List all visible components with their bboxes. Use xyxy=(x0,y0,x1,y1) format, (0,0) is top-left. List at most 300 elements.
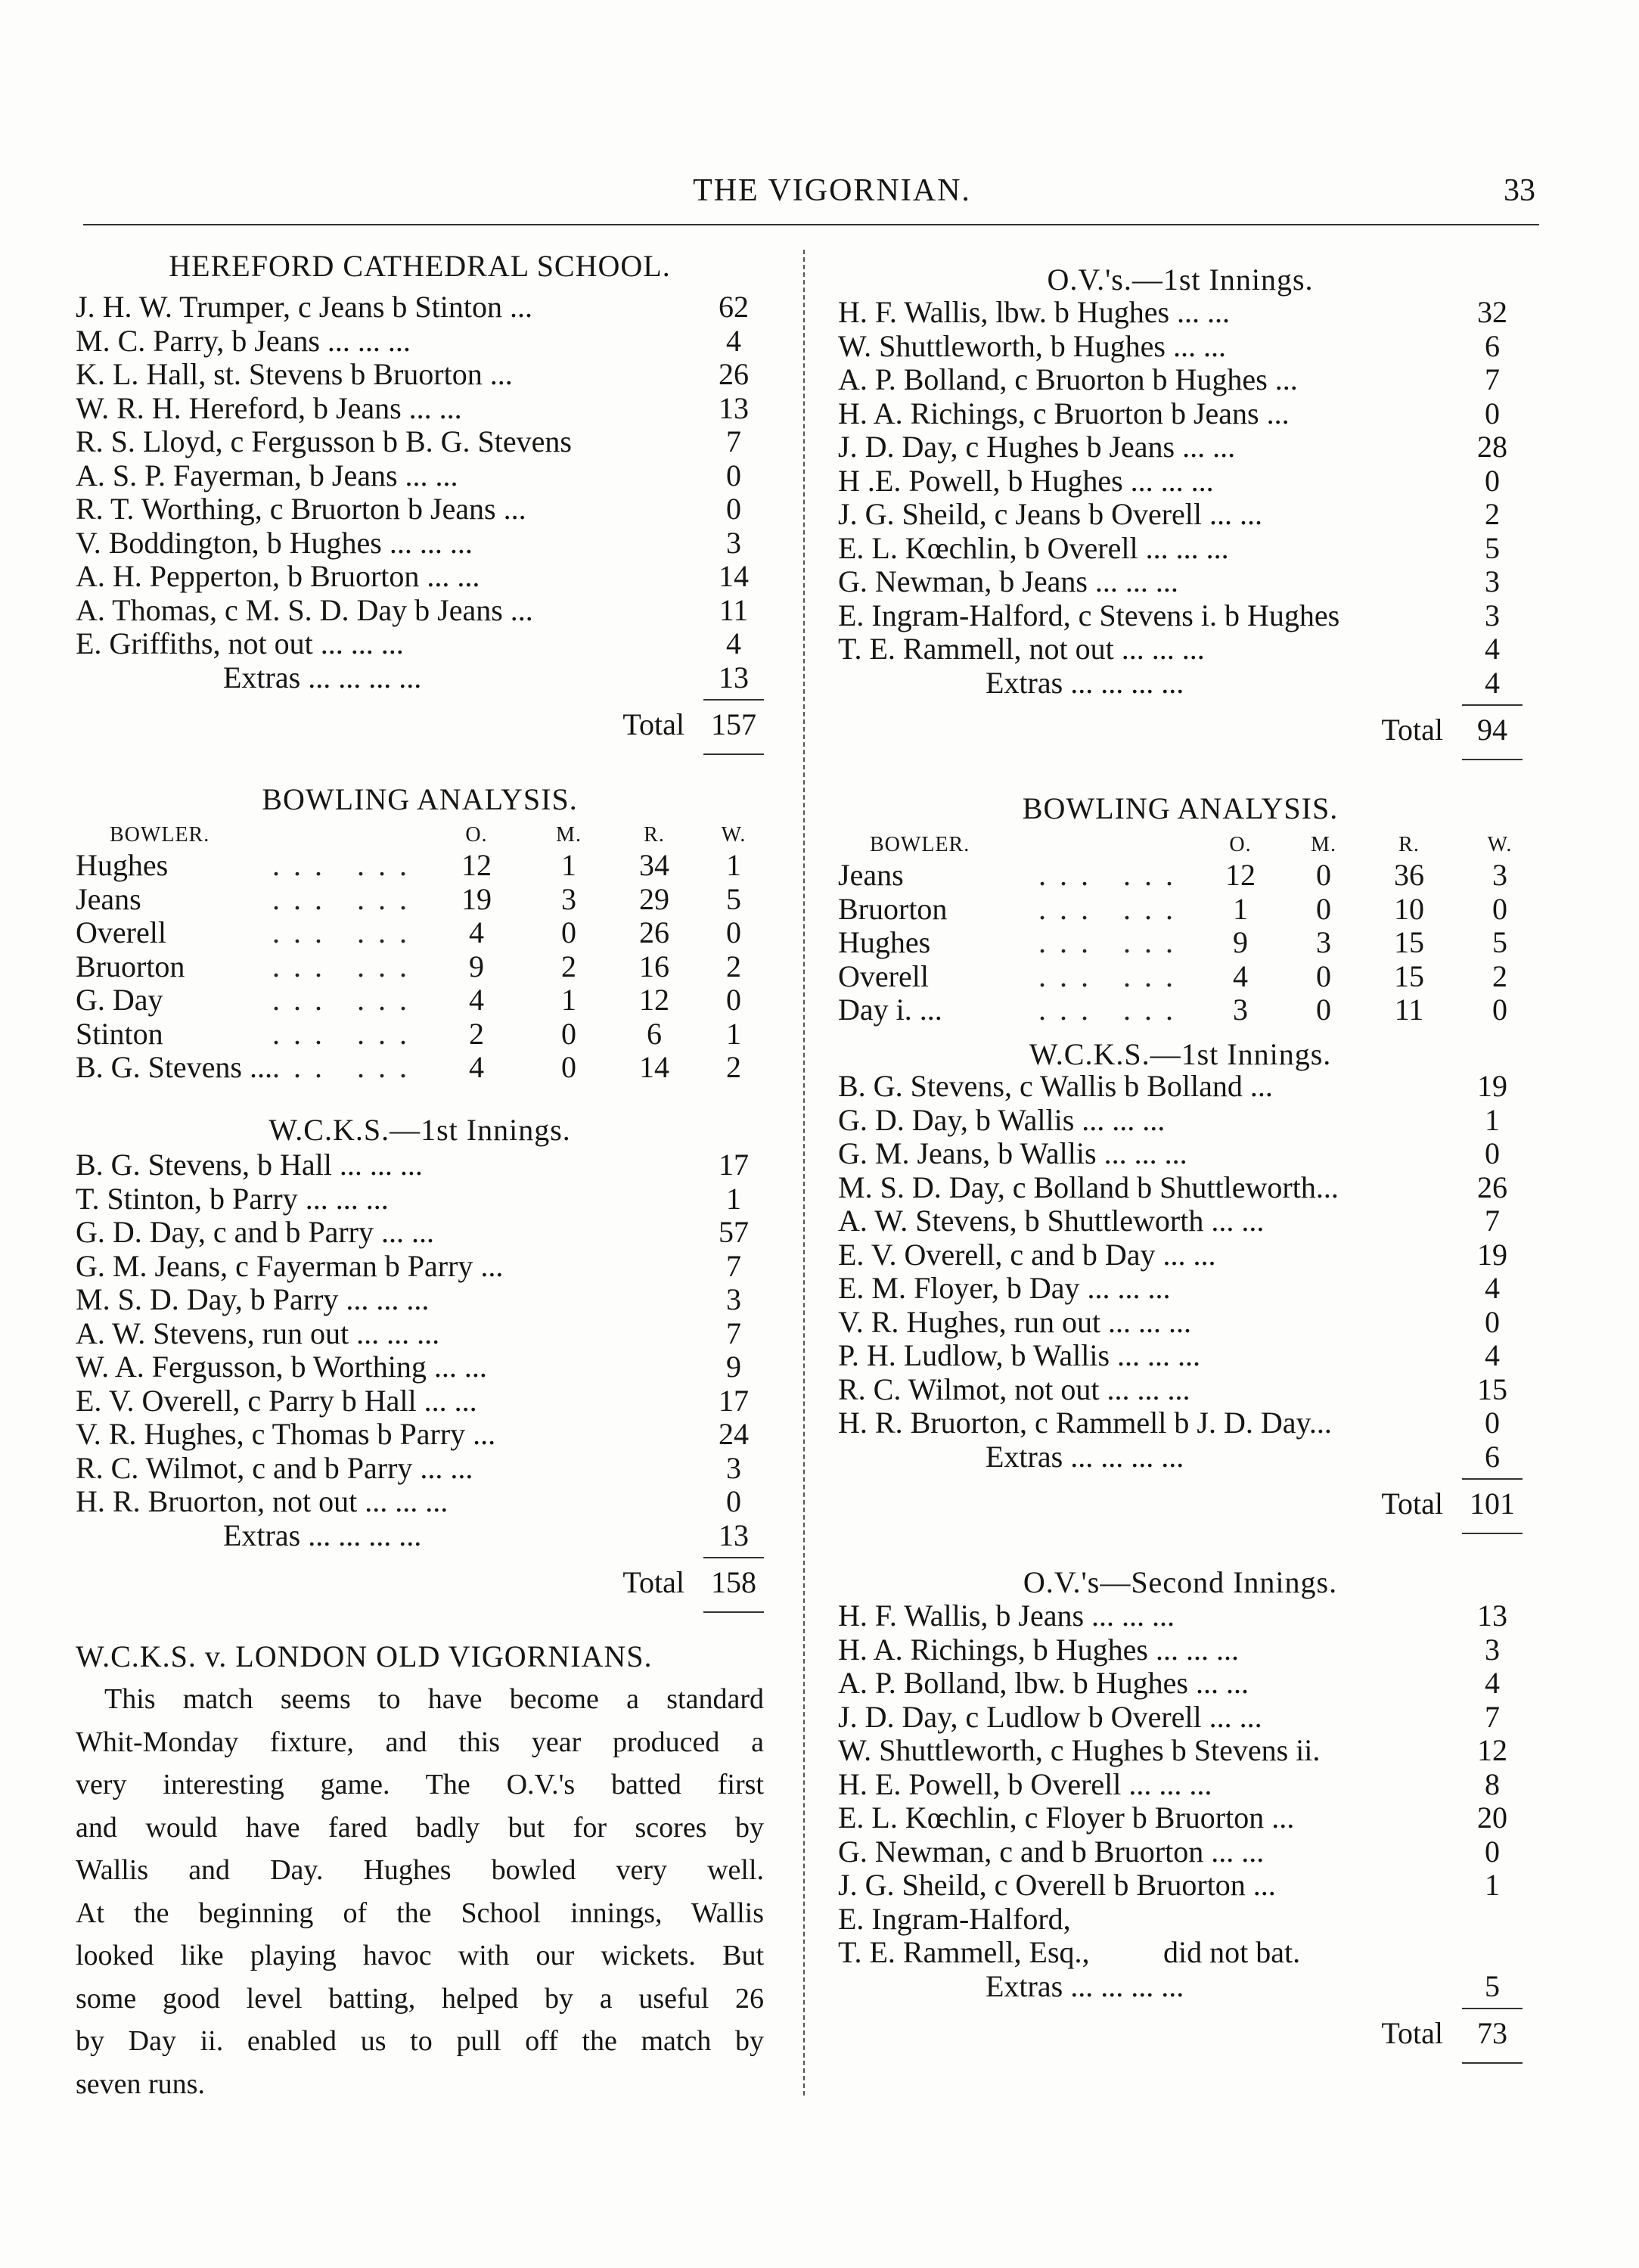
col-wickets: W. xyxy=(721,823,747,847)
runs-value: 3 xyxy=(726,525,741,560)
extras-label: Extras ... ... ... ... xyxy=(986,665,1184,700)
batting-row xyxy=(838,1171,1523,1204)
running-title: THE VIGORNIAN. xyxy=(693,173,971,208)
batsman-entry: M. S. D. Day, c Bolland b Shuttleworth... xyxy=(838,1170,1339,1204)
sum-rule xyxy=(1462,1478,1523,1480)
batsman-entry: T. E. Rammell, Esq., xyxy=(838,1935,1090,1969)
batting-row xyxy=(76,1384,764,1418)
batsman-entry: A. W. Stevens, run out ... ... ... xyxy=(76,1316,440,1350)
batsman-entry: G. D. Day, c and b Parry ... ... xyxy=(76,1215,434,1249)
batsman-entry: R. C. Wilmot, c and b Parry ... ... xyxy=(76,1450,473,1485)
batting-row xyxy=(838,1137,1523,1170)
bowler-name: Hughes xyxy=(838,925,931,959)
bowling-left-header-row xyxy=(76,822,764,848)
header-rule xyxy=(83,224,1539,225)
col-runs: R. xyxy=(1398,833,1420,856)
batting-row xyxy=(76,459,764,492)
bowling-row xyxy=(76,950,764,983)
hereford-heading: HEREFORD CATHEDRAL SCHOOL. xyxy=(169,249,671,283)
overs-value: 1 xyxy=(1233,891,1248,926)
maidens-value: 2 xyxy=(561,949,576,983)
batting-row xyxy=(838,1667,1523,1700)
extras-label: Extras ... ... ... ... xyxy=(986,1968,1184,2003)
total-label: Total xyxy=(622,707,684,741)
batting-row xyxy=(838,1869,1523,1902)
runs-value: 0 xyxy=(726,1484,741,1518)
runs-value: 9 xyxy=(726,1350,741,1384)
batting-row xyxy=(76,560,764,593)
total-value: 157 xyxy=(711,707,756,741)
batsman-entry: E. Ingram-Halford, xyxy=(838,1901,1071,1936)
wickets-value: 5 xyxy=(1492,925,1507,959)
wickets-value: 3 xyxy=(1492,858,1507,892)
runs-value: 7 xyxy=(1485,362,1500,396)
runs-value: 7 xyxy=(726,1248,741,1283)
bowling-row xyxy=(838,960,1523,993)
maidens-value: 3 xyxy=(561,881,576,916)
leader-dots: ... ... xyxy=(272,881,421,916)
bowler-name: Jeans xyxy=(838,858,904,892)
batting-row xyxy=(76,290,764,324)
batsman-entry: V. R. Hughes, c Thomas b Parry ... xyxy=(76,1417,496,1451)
batsman-entry: H. R. Bruorton, not out ... ... ... xyxy=(76,1484,449,1518)
batting-row xyxy=(838,532,1523,565)
extras-value: 6 xyxy=(1485,1439,1500,1474)
runs-value: 3 xyxy=(1485,1632,1500,1667)
extras-label: Extras ... ... ... ... xyxy=(223,1518,422,1552)
batsman-entry: T. Stinton, b Parry ... ... ... xyxy=(76,1181,389,1216)
batting-row xyxy=(838,632,1523,666)
runs-value: 26 xyxy=(719,357,749,391)
runs-value: 1 xyxy=(726,1181,741,1216)
page-number: 33 xyxy=(1504,173,1535,208)
batting-row xyxy=(838,1406,1523,1440)
batsman-entry: G. Newman, c and b Bruorton ... ... xyxy=(838,1834,1265,1869)
batsman-entry: W. Shuttleworth, c Hughes b Stevens ii. xyxy=(838,1733,1321,1767)
batting-row xyxy=(76,1283,764,1316)
batsman-entry: H. A. Richings, b Hughes ... ... ... xyxy=(838,1632,1239,1667)
bowling-row xyxy=(838,859,1523,892)
batting-row xyxy=(76,1216,764,1249)
runs-value: 17 xyxy=(719,1148,749,1182)
batting-row xyxy=(76,1148,764,1182)
runs-value: 7 xyxy=(1485,1204,1500,1238)
runs-value: 0 xyxy=(1485,396,1500,430)
total-row xyxy=(522,1564,764,1601)
batting-row xyxy=(838,1204,1523,1238)
overs-value: 4 xyxy=(1233,958,1248,993)
bowling-row xyxy=(838,893,1523,926)
batting-row xyxy=(838,1768,1523,1801)
overs-value: 4 xyxy=(469,983,484,1017)
batsman-entry: K. L. Hall, st. Stevens b Bruorton ... xyxy=(76,357,513,391)
sum-rule xyxy=(703,1557,764,1558)
overs-value: 12 xyxy=(1225,858,1256,892)
total-value: 73 xyxy=(1477,2016,1507,2050)
runs-value: 7 xyxy=(726,424,741,458)
batting-row xyxy=(76,492,764,526)
bowling-row xyxy=(76,1017,764,1051)
batsman-entry: H. E. Powell, b Overell ... ... ... xyxy=(838,1766,1212,1801)
runs-value: 0 xyxy=(1485,463,1500,498)
did-not-bat-note: did not bat. xyxy=(1163,1935,1301,1969)
runs-value: 12 xyxy=(1477,1733,1507,1767)
report-line: some good level batting, helped by a useful 26 xyxy=(76,1982,764,2015)
runs-value: 7 xyxy=(726,1316,741,1350)
runs-value: 0 xyxy=(1485,1834,1500,1869)
extras-row xyxy=(838,1970,1523,2003)
runs-value: 19 xyxy=(1477,1069,1507,1103)
maidens-value: 0 xyxy=(561,1016,576,1051)
overs-value: 3 xyxy=(1233,993,1248,1027)
col-maidens: M. xyxy=(556,823,582,847)
bowler-name: G. Day xyxy=(76,983,163,1017)
batsman-entry: W. Shuttleworth, b Hughes ... ... xyxy=(838,328,1226,363)
runs-value: 17 xyxy=(719,1383,749,1418)
did-not-bat-row xyxy=(838,1903,1523,1936)
maidens-value: 0 xyxy=(561,915,576,949)
wcks2-heading: W.C.K.S.—1st Innings. xyxy=(1029,1037,1332,1071)
batting-row xyxy=(838,1070,1523,1103)
sum-rule xyxy=(1462,2008,1523,2009)
runs-value: 57 xyxy=(719,1215,749,1249)
report-line: seven runs. xyxy=(76,2068,205,2100)
bowling-row xyxy=(838,926,1523,959)
batsman-entry: J. D. Day, c Hughes b Jeans ... ... xyxy=(838,430,1236,464)
leader-dots: ... ... xyxy=(1038,858,1187,892)
runs-value: 28 xyxy=(1477,430,1507,464)
runs-value: 62 xyxy=(719,290,749,324)
batting-row xyxy=(76,1452,764,1485)
runs-value: 4 xyxy=(1485,1338,1500,1372)
runs-value: 5 xyxy=(1485,530,1500,565)
runs-value: 32 xyxy=(1477,295,1507,329)
bowling-left-heading: BOWLING ANALYSIS. xyxy=(262,782,578,816)
sum-rule xyxy=(703,1611,764,1613)
bowling-row xyxy=(76,916,764,949)
sum-rule xyxy=(1462,2062,1523,2064)
report-line: Wallis and Day. Hughes bowled very well. xyxy=(76,1854,764,1886)
batsman-entry: P. H. Ludlow, b Wallis ... ... ... xyxy=(838,1338,1201,1372)
runs-value: 7 xyxy=(1485,1699,1500,1734)
sum-rule xyxy=(703,699,764,701)
runs-value: 0 xyxy=(726,492,741,526)
runs-value: 26 xyxy=(1477,1170,1507,1204)
batting-row xyxy=(838,1306,1523,1339)
runs-value: 19 xyxy=(1477,1237,1507,1272)
total-row xyxy=(1280,1486,1523,1522)
leader-dots: ... ... xyxy=(272,983,421,1017)
batting-row xyxy=(838,1599,1523,1633)
maidens-value: 0 xyxy=(1316,993,1331,1027)
bowler-name: Stinton xyxy=(76,1016,163,1051)
bowler-name: Overell xyxy=(76,915,166,949)
runs-conceded-value: 11 xyxy=(1394,993,1424,1027)
leader-dots: ... ... xyxy=(1038,891,1187,926)
batting-row xyxy=(76,1182,764,1216)
batsman-entry: A. P. Bolland, lbw. b Hughes ... ... xyxy=(838,1666,1249,1700)
overs-value: 2 xyxy=(469,1016,484,1051)
runs-value: 0 xyxy=(726,458,741,492)
overs-value: 19 xyxy=(461,881,492,916)
bowler-name: Bruorton xyxy=(76,949,185,983)
batting-row xyxy=(838,1801,1523,1835)
runs-conceded-value: 16 xyxy=(639,949,669,983)
wickets-value: 2 xyxy=(1492,958,1507,993)
runs-value: 24 xyxy=(719,1417,749,1451)
wickets-value: 0 xyxy=(1492,891,1507,926)
batting-row xyxy=(838,397,1523,430)
batsman-entry: H. F. Wallis, b Jeans ... ... ... xyxy=(838,1598,1175,1633)
bowling-row xyxy=(76,883,764,916)
batting-row xyxy=(838,1238,1523,1272)
runs-value: 0 xyxy=(1485,1136,1500,1170)
ov2-heading: O.V.'s—Second Innings. xyxy=(1023,1565,1338,1599)
batsman-entry: H. A. Richings, c Bruorton b Jeans ... xyxy=(838,396,1290,430)
runs-value: 13 xyxy=(719,390,749,425)
batsman-entry: G. M. Jeans, c Fayerman b Parry ... xyxy=(76,1248,504,1283)
total-value: 101 xyxy=(1470,1487,1515,1521)
overs-value: 9 xyxy=(1233,925,1248,959)
bowler-name: Overell xyxy=(838,958,929,993)
batting-row xyxy=(76,1418,764,1451)
col-bowler: BOWLER. xyxy=(110,823,210,847)
extras-row xyxy=(76,661,764,694)
batsman-entry: R. C. Wilmot, not out ... ... ... xyxy=(838,1372,1190,1406)
batsman-entry: E. V. Overell, c and b Day ... ... xyxy=(838,1237,1216,1272)
wickets-value: 0 xyxy=(726,983,741,1017)
batting-row xyxy=(76,1350,764,1384)
bowling-row xyxy=(838,993,1523,1027)
batting-row xyxy=(838,330,1523,363)
col-bowler: BOWLER. xyxy=(870,833,970,856)
wickets-value: 0 xyxy=(726,915,741,949)
bowler-name: B. G. Stevens ... xyxy=(76,1050,272,1084)
batsman-entry: H. R. Bruorton, c Rammell b J. D. Day... xyxy=(838,1406,1332,1440)
maidens-value: 0 xyxy=(1316,958,1331,993)
batsman-entry: E. M. Floyer, b Day ... ... ... xyxy=(838,1271,1171,1305)
batting-row xyxy=(838,599,1523,632)
batsman-entry: J. D. Day, c Ludlow b Overell ... ... xyxy=(838,1699,1262,1734)
total-value: 158 xyxy=(711,1565,756,1599)
batsman-entry: A. Thomas, c M. S. D. Day b Jeans ... xyxy=(76,592,533,627)
runs-value: 3 xyxy=(1485,598,1500,632)
batting-row xyxy=(838,296,1523,329)
batting-row xyxy=(76,425,764,458)
leader-dots: ... ... xyxy=(272,1050,421,1084)
runs-value: 11 xyxy=(719,592,749,627)
leader-dots: ... ... xyxy=(272,848,421,882)
overs-value: 12 xyxy=(461,848,492,882)
column-divider xyxy=(803,250,805,2096)
extras-value: 4 xyxy=(1485,665,1500,700)
batsman-entry: J. G. Sheild, c Overell b Bruorton ... xyxy=(838,1868,1276,1902)
sum-rule xyxy=(1462,759,1523,760)
extras-row xyxy=(76,1519,764,1552)
extras-label: Extras ... ... ... ... xyxy=(223,660,422,694)
batting-row xyxy=(838,1835,1523,1869)
bowler-name: Jeans xyxy=(76,881,141,916)
batsman-entry: M. C. Parry, b Jeans ... ... ... xyxy=(76,323,411,358)
wickets-value: 1 xyxy=(726,1016,741,1051)
batting-row xyxy=(838,1272,1523,1305)
runs-conceded-value: 34 xyxy=(639,848,669,882)
batsman-entry: J. G. Sheild, c Jeans b Overell ... ... xyxy=(838,497,1263,531)
runs-value: 3 xyxy=(726,1282,741,1316)
bowling-right-heading: BOWLING ANALYSIS. xyxy=(1022,791,1339,825)
batsman-entry: B. G. Stevens, b Hall ... ... ... xyxy=(76,1148,423,1182)
batting-row xyxy=(76,1485,764,1518)
runs-value: 4 xyxy=(1485,632,1500,666)
batting-row xyxy=(838,1734,1523,1767)
runs-value: 3 xyxy=(726,1450,741,1485)
batting-row xyxy=(76,392,764,425)
did-not-bat-row xyxy=(838,1936,1523,1969)
total-label: Total xyxy=(1381,713,1443,747)
batting-row xyxy=(838,1633,1523,1667)
extras-value: 5 xyxy=(1485,1968,1500,2003)
col-maidens: M. xyxy=(1311,833,1336,856)
runs-value: 4 xyxy=(1485,1666,1500,1700)
runs-conceded-value: 15 xyxy=(1394,925,1424,959)
batsman-entry: A. S. P. Fayerman, b Jeans ... ... xyxy=(76,458,458,492)
batsman-entry: E. Ingram-Halford, c Stevens i. b Hughes xyxy=(838,598,1340,632)
batsman-entry: T. E. Rammell, not out ... ... ... xyxy=(838,632,1205,666)
batsman-entry: G. M. Jeans, b Wallis ... ... ... xyxy=(838,1136,1187,1170)
runs-conceded-value: 14 xyxy=(639,1050,669,1084)
batsman-entry: G. D. Day, b Wallis ... ... ... xyxy=(838,1102,1166,1137)
overs-value: 9 xyxy=(469,949,484,983)
batsman-entry: A. P. Bolland, c Bruorton b Hughes ... xyxy=(838,362,1298,396)
col-overs: O. xyxy=(465,823,488,847)
runs-conceded-value: 26 xyxy=(639,915,669,949)
batting-row xyxy=(838,1339,1523,1372)
overs-value: 4 xyxy=(469,1050,484,1084)
leader-dots: ... ... xyxy=(1038,993,1187,1027)
leader-dots: ... ... xyxy=(1038,958,1187,993)
runs-value: 4 xyxy=(726,323,741,358)
maidens-value: 0 xyxy=(1316,858,1331,892)
batsman-entry: E. V. Overell, c Parry b Hall ... ... xyxy=(76,1383,477,1418)
batting-row xyxy=(76,325,764,358)
batting-row xyxy=(76,358,764,391)
wickets-value: 5 xyxy=(726,881,741,916)
batsman-entry: H .E. Powell, b Hughes ... ... ... xyxy=(838,463,1214,498)
runs-value: 3 xyxy=(1485,564,1500,598)
overs-value: 4 xyxy=(469,915,484,949)
leader-dots: ... ... xyxy=(272,949,421,983)
col-overs: O. xyxy=(1229,833,1252,856)
total-value: 94 xyxy=(1477,713,1507,747)
total-label: Total xyxy=(1381,1487,1443,1521)
runs-value: 8 xyxy=(1485,1766,1500,1801)
total-row xyxy=(522,707,764,743)
total-row xyxy=(1280,2015,1523,2052)
batsman-entry: E. L. Kœchlin, b Overell ... ... ... xyxy=(838,530,1229,565)
bowling-row xyxy=(76,849,764,882)
col-runs: R. xyxy=(644,823,665,847)
wickets-value: 1 xyxy=(726,848,741,882)
extras-row xyxy=(838,1440,1523,1474)
batsman-entry: W. A. Fergusson, b Worthing ... ... xyxy=(76,1350,487,1384)
batsman-entry: A. H. Pepperton, b Bruorton ... ... xyxy=(76,559,480,593)
maidens-value: 3 xyxy=(1316,925,1331,959)
wickets-value: 2 xyxy=(726,949,741,983)
batsman-entry: W. R. H. Hereford, b Jeans ... ... xyxy=(76,390,462,425)
runs-value: 13 xyxy=(1477,1598,1507,1633)
runs-value: 0 xyxy=(1485,1406,1500,1440)
report-heading: W.C.K.S. v. LONDON OLD VIGORNIANS. xyxy=(76,1639,653,1673)
bowling-row xyxy=(76,1051,764,1084)
batting-row xyxy=(76,627,764,660)
runs-value: 0 xyxy=(1485,1304,1500,1339)
total-label: Total xyxy=(622,1565,684,1599)
bowler-name: Day i. ... xyxy=(838,993,942,1027)
batting-row xyxy=(838,1104,1523,1137)
runs-conceded-value: 12 xyxy=(639,983,669,1017)
batting-row xyxy=(838,430,1523,464)
total-row xyxy=(1280,712,1523,748)
bowling-row xyxy=(76,983,764,1017)
total-label: Total xyxy=(1381,2016,1443,2050)
batsman-entry: M. S. D. Day, b Parry ... ... ... xyxy=(76,1282,430,1316)
page-header xyxy=(83,172,1535,215)
sum-rule xyxy=(703,753,764,755)
runs-value: 2 xyxy=(1485,497,1500,531)
runs-value: 4 xyxy=(726,626,741,660)
report-line: very interesting game. The O.V.'s batted first xyxy=(76,1769,764,1800)
leader-dots: ... ... xyxy=(272,1016,421,1051)
runs-value: 1 xyxy=(1485,1868,1500,1902)
report-line: and would have fared badly but for scores by xyxy=(76,1811,764,1844)
col-wickets: W. xyxy=(1487,833,1513,856)
runs-conceded-value: 29 xyxy=(639,881,669,916)
extras-value: 13 xyxy=(719,1518,749,1552)
batsman-entry: J. H. W. Trumper, c Jeans b Stinton ... xyxy=(76,290,533,324)
batsman-entry: A. W. Stevens, b Shuttleworth ... ... xyxy=(838,1204,1265,1238)
runs-conceded-value: 36 xyxy=(1394,858,1424,892)
bowler-name: Bruorton xyxy=(838,891,948,926)
runs-conceded-value: 6 xyxy=(647,1016,662,1051)
extras-row xyxy=(838,666,1523,700)
wcks1-heading: W.C.K.S.—1st Innings. xyxy=(269,1113,571,1147)
report-line: looked like playing havoc with our wickets. But xyxy=(76,1940,764,1971)
sum-rule xyxy=(1462,1533,1523,1534)
runs-value: 4 xyxy=(1485,1271,1500,1305)
batting-row xyxy=(838,565,1523,598)
runs-value: 15 xyxy=(1477,1372,1507,1406)
extras-label: Extras ... ... ... ... xyxy=(986,1439,1184,1474)
runs-value: 20 xyxy=(1477,1800,1507,1835)
report-line: Whit-Monday fixture, and this year produced a xyxy=(76,1726,764,1758)
batsman-entry: V. Boddington, b Hughes ... ... ... xyxy=(76,525,473,560)
leader-dots: ... ... xyxy=(1038,925,1187,959)
report-line: by Day ii. enabled us to pull off the match by xyxy=(76,2025,764,2057)
ov1-heading: O.V.'s.—1st Innings. xyxy=(1047,263,1314,297)
batting-row xyxy=(838,363,1523,396)
report-line: At the beginning of the School innings, Wallis xyxy=(76,1897,764,1929)
runs-conceded-value: 15 xyxy=(1394,958,1424,993)
wickets-value: 0 xyxy=(1492,993,1507,1027)
batsman-entry: B. G. Stevens, c Wallis b Bolland ... xyxy=(838,1069,1273,1103)
batsman-entry: G. Newman, b Jeans ... ... ... xyxy=(838,564,1178,598)
report-line: This match seems to have become a standard xyxy=(104,1683,764,1715)
batsman-entry: E. Griffiths, not out ... ... ... xyxy=(76,626,404,660)
batsman-entry: R. S. Lloyd, c Fergusson b B. G. Stevens xyxy=(76,424,572,458)
runs-value: 6 xyxy=(1485,328,1500,363)
batsman-entry: V. R. Hughes, run out ... ... ... xyxy=(838,1304,1192,1339)
batsman-entry: H. F. Wallis, lbw. b Hughes ... ... xyxy=(838,295,1231,329)
